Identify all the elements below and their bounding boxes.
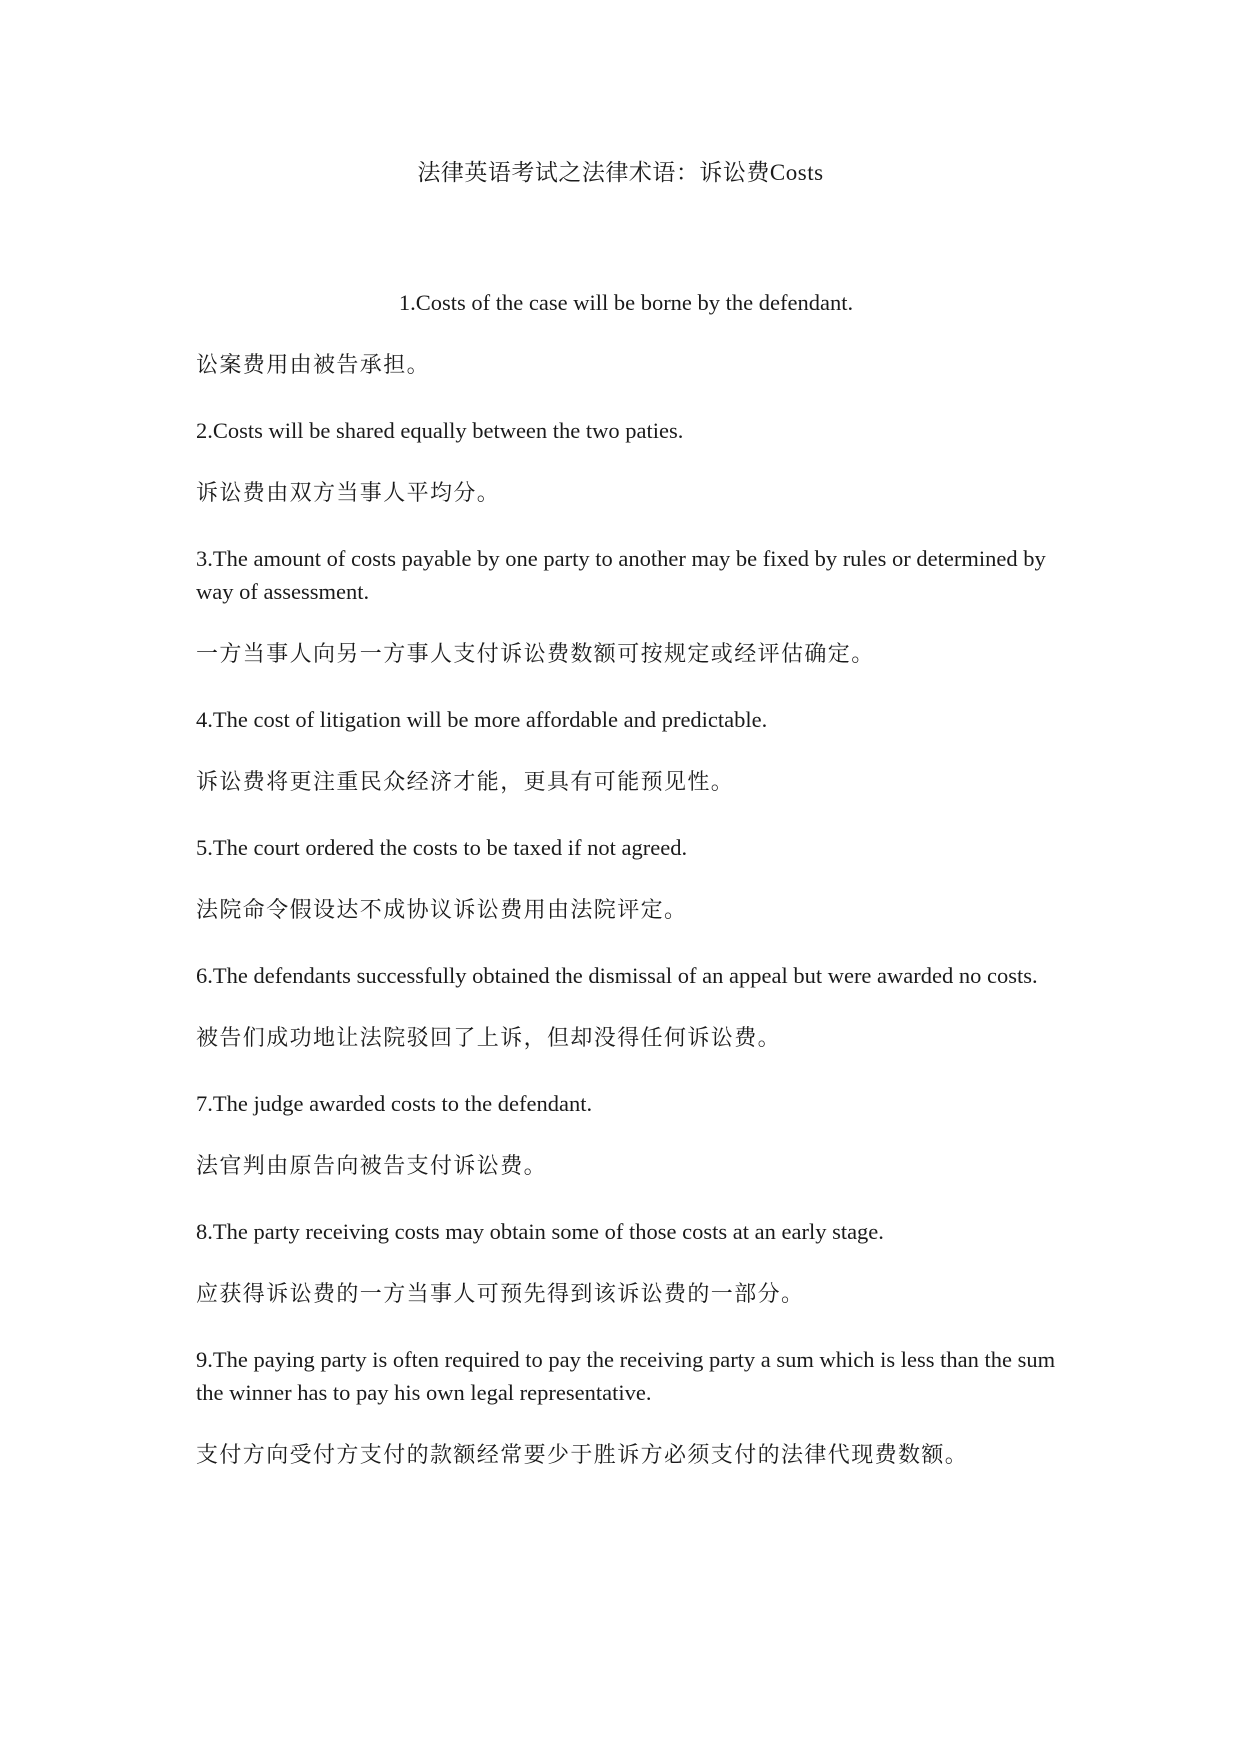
item-6-chinese: 被告们成功地让法院驳回了上诉，但却没得任何诉讼费。 [196,1026,782,1051]
item-9-chinese: 支付方向受付方支付的款额经常要少于胜诉方必须支付的法律代现费数额。 [196,1443,969,1468]
item-7-english: 7.The judge awarded costs to the defendant. [196,1091,593,1116]
item-4-chinese: 诉讼费将更注重民众经济才能，更具有可能预见性。 [196,770,735,795]
item-3-english: 3.The amount of costs payable by one party to another may be fixed by rules or determined by way of assessment. [196,546,1046,604]
item-2-chinese: 诉讼费由双方当事人平均分。 [196,481,501,506]
item-2-english: 2.Costs will be shared equally between the two paties. [196,418,684,443]
item-3-chinese: 一方当事人向另一方事人支付诉讼费数额可按规定或经评估确定。 [196,642,875,667]
item-4-english: 4.The cost of litigation will be more affordable and predictable. [196,707,768,732]
item-5-english: 5.The court ordered the costs to be taxed if not agreed. [196,835,688,860]
item-8-chinese: 应获得诉讼费的一方当事人可预先得到该诉讼费的一部分。 [196,1282,805,1307]
document-title: 法律英语考试之法律术语：诉讼费Costs [417,160,824,185]
item-9-english: 9.The paying party is often required to pay the receiving party a sum which is less than the sum the winner has to pay his own legal representative. [196,1347,1056,1405]
item-1-chinese: 讼案费用由被告承担。 [196,353,431,378]
item-8-english: 8.The party receiving costs may obtain some of those costs at an early stage. [196,1219,884,1244]
item-5-chinese: 法院命令假设达不成协议诉讼费用由法院评定。 [196,898,688,923]
item-6-english: 6.The defendants successfully obtained the dismissal of an appeal but were awarded no costs. [196,963,1038,988]
item-7-chinese: 法官判由原告向被告支付诉讼费。 [196,1154,548,1179]
item-1-english: 1.Costs of the case will be borne by the defendant. [398,290,854,315]
document-body [196,286,1056,1471]
